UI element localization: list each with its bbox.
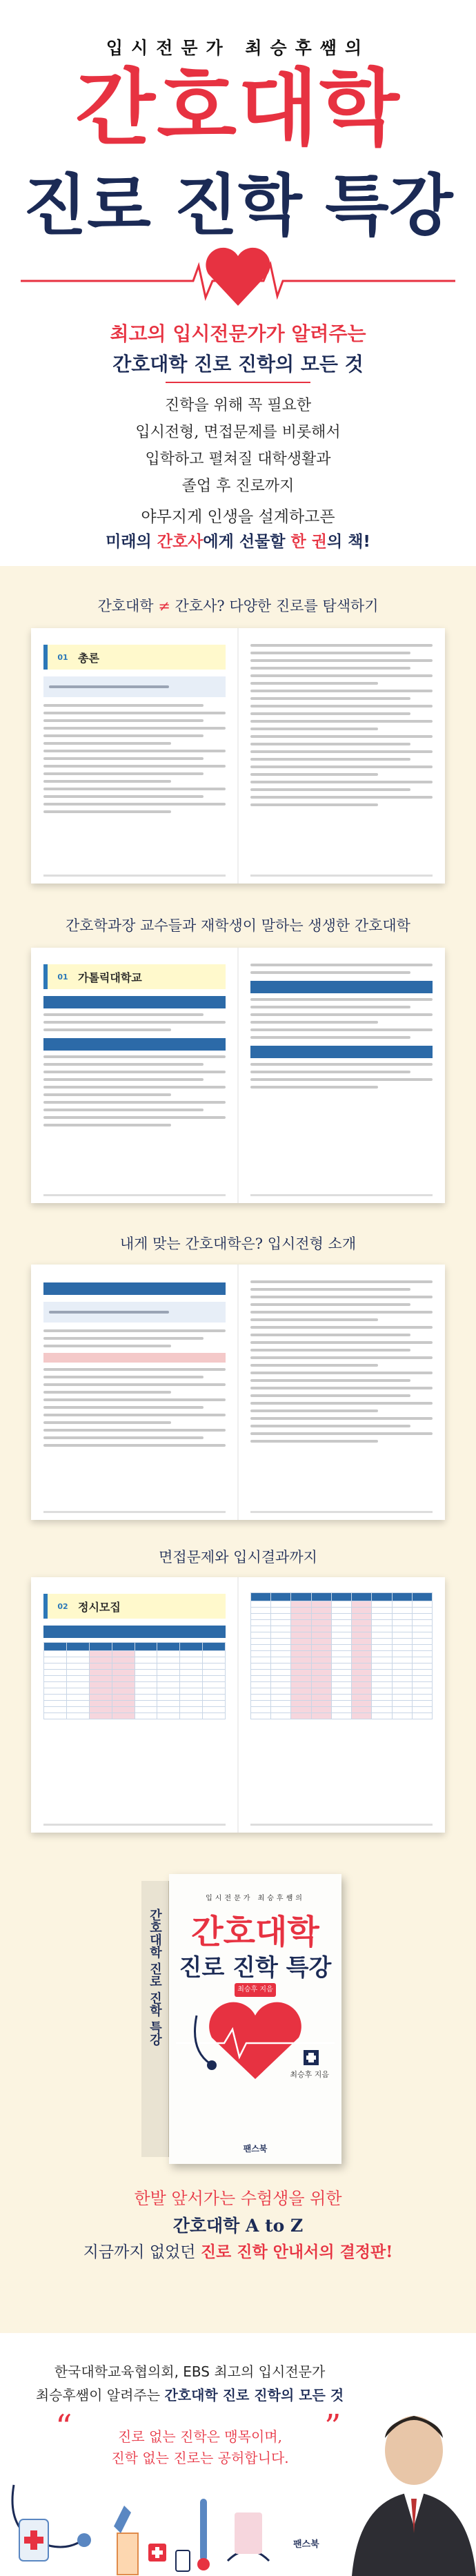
open-quote-icon: “ <box>55 2408 72 2446</box>
page-footer <box>43 1511 226 1513</box>
table-caption-bar <box>43 1626 226 1638</box>
page-footer <box>250 875 433 877</box>
hero-section <box>0 0 476 551</box>
callout-line3 <box>0 2239 476 2262</box>
quote <box>69 2426 331 2469</box>
callout-line2: 간호대학 A to Z <box>172 2216 304 2236</box>
preview-section <box>0 566 476 2333</box>
question-bar <box>250 981 433 993</box>
callout-line3-pre: 지금까지 없었던 <box>83 2243 201 2261</box>
page-footer <box>43 1194 226 1196</box>
spread-page-left <box>31 1265 238 1520</box>
book-author: 최승후 지음 <box>290 2070 329 2079</box>
page-footer <box>43 875 226 877</box>
hero-sub-bold: 한 권 <box>290 533 327 551</box>
spread-page-right <box>238 628 445 884</box>
section-title-3: 내게 맞는 간호대학은? 입시전형 소개 <box>119 1236 357 1252</box>
close-quote-icon: ” <box>324 2408 341 2446</box>
result-table <box>250 1592 433 1719</box>
hero-sub-line2 <box>0 529 476 552</box>
section-title-text: 간호사? 다양한 진로를 탐색하기 <box>170 598 379 614</box>
header-bar <box>43 1282 226 1295</box>
highlight-bar <box>43 1353 226 1363</box>
question-bar <box>43 996 226 1008</box>
chapter-name: 가톨릭대학교 <box>78 970 142 984</box>
chapter-name: 총론 <box>78 651 99 665</box>
hero-lead-line1: 최고의 입시전문가가 알려주는 <box>110 322 366 345</box>
hero-desc-line: 입시전형, 면접문제를 비롯해서 <box>135 424 341 441</box>
section-title-4: 면접문제와 입시결과까지 <box>159 1549 317 1565</box>
medical-illustration-icon <box>0 2471 345 2576</box>
chapter-number: 01 <box>57 972 68 982</box>
hero-sub-line1: 야무지게 인생을 설계하고픈 <box>141 508 335 526</box>
section-title-2: 간호학과장 교수들과 재학생이 말하는 생생한 간호대학 <box>66 917 410 934</box>
quote-line2: 진학 없는 진로는 공허합니다. <box>111 2450 289 2466</box>
hero-title-line1: 간호대학 <box>75 61 401 157</box>
spread-page-left <box>31 948 238 1203</box>
section-title-symbol: ≠ <box>158 598 170 614</box>
hero-divider <box>166 382 310 383</box>
page-footer <box>43 1824 226 1826</box>
spread-page-right <box>238 948 445 1203</box>
hero-sub-end: 의 책! <box>326 533 370 551</box>
book-title-line2: 진로 진학 특강 <box>179 1954 332 1982</box>
book-cover <box>169 1874 341 2164</box>
footer-publisher: 팬스북 <box>293 2539 319 2550</box>
book-cover-3d <box>141 1874 341 2164</box>
hero-desc-line: 입학하고 펼쳐질 대학생활과 <box>145 451 331 468</box>
spread-page-right <box>238 1265 445 1520</box>
chapter-header <box>43 1594 226 1619</box>
hero-desc-line: 진학을 위해 꼭 필요한 <box>164 397 312 414</box>
question-bar <box>43 1038 226 1051</box>
callout-line3-bold: 진로 진학 안내서의 결정판! <box>200 2243 393 2261</box>
callout-line1: 한발 앞서가는 수험생을 위한 <box>134 2189 342 2208</box>
hero-sub-mid: 에게 선물할 <box>203 533 291 551</box>
book-publisher: 팬스북 <box>243 2144 268 2154</box>
footer-line1: 한국대학교육협의회, EBS 최고의 입시전문가 <box>54 2363 326 2380</box>
author-photo-icon <box>345 2395 476 2576</box>
heartbeat-heart-icon <box>21 238 455 314</box>
book-badge: 최승후 지음 <box>235 1983 276 1997</box>
page-spread-3 <box>31 1265 445 1520</box>
chapter-number: 02 <box>57 1601 68 1611</box>
spread-page-left <box>31 628 238 884</box>
chapter-header <box>43 964 226 989</box>
footer-section <box>0 2333 476 2576</box>
book-kicker: 입시전문가 최승후쌤의 <box>206 1895 305 1902</box>
spread-page-right <box>238 1577 445 1833</box>
quote-line1: 진로 없는 진학은 맹목이며, <box>118 2428 282 2445</box>
section-title-text: 간호대학 <box>97 598 159 614</box>
hero-sub-red: 간호사 <box>157 533 204 551</box>
result-table <box>43 1642 226 1719</box>
content-block <box>43 676 226 697</box>
book-title-line1: 간호대학 <box>191 1913 319 1951</box>
hero-lead-line2: 간호대학 진로 진학의 모든 것 <box>112 353 364 375</box>
chapter-name: 정시모집 <box>78 1600 121 1614</box>
book-spine <box>141 1881 169 2157</box>
question-bar <box>250 1046 433 1058</box>
footer-line2-pre: 최승후쌤이 알려주는 <box>35 2387 165 2403</box>
page-footer <box>250 1511 433 1513</box>
section-title-1 <box>0 595 476 616</box>
hero-description <box>0 392 476 500</box>
hero-desc-line: 졸업 후 진로까지 <box>181 478 295 495</box>
hero-sub-pre: 미래의 <box>106 533 157 551</box>
hero-title-line2: 진로 진학 특강 <box>23 167 453 244</box>
chapter-header <box>43 645 226 670</box>
book-spine-title: 간호대학 진로 진학 특강 <box>148 1909 162 2046</box>
footer-line2 <box>28 2384 352 2404</box>
page-spread-2 <box>31 948 445 1203</box>
page-footer <box>250 1824 433 1826</box>
hero-kicker: 입시전문가 최승후쌤의 <box>106 38 370 58</box>
page-spread-4 <box>31 1577 445 1833</box>
page-spread-1 <box>31 628 445 884</box>
content-block <box>43 1302 226 1323</box>
page-footer <box>250 1194 433 1196</box>
footer-line2-bold: 간호대학 진로 진학의 모든 것 <box>164 2387 344 2403</box>
spread-page-left <box>31 1577 238 1833</box>
chapter-number: 01 <box>57 652 68 662</box>
